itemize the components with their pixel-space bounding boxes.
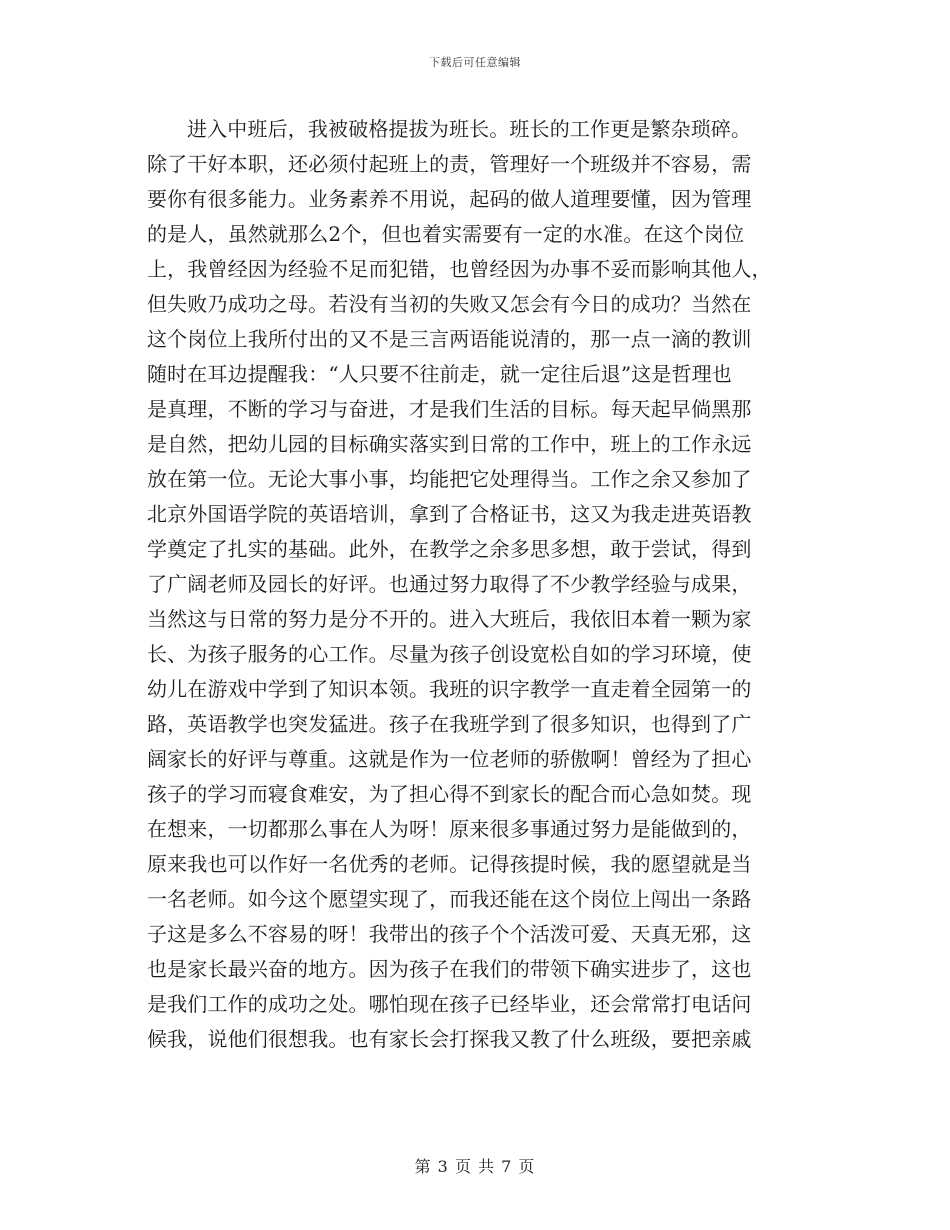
text-line: 除了干好本职，还必须付起班上的责，管理好一个班级并不容易，需 <box>147 152 752 176</box>
text-line: 长、为孩子服务的心工作。尽量为孩子创设宽松自如的学习环境，使 <box>147 642 752 666</box>
text-line: 北京外国语学院的英语培训，拿到了合格证书，这又为我走进英语教 <box>147 502 752 526</box>
text-line: 也是家长最兴奋的地方。因为孩子在我们的带领下确实进步了，这也 <box>147 957 752 981</box>
text-line: 候我，说他们很想我。也有家长会打探我又教了什么班级，要把亲戚 <box>147 1027 752 1051</box>
text-line: 一名老师。如今这个愿望实现了，而我还能在这个岗位上闯出一条路 <box>147 887 752 911</box>
text-line: 的是人，虽然就那么2个，但也着实需要有一定的水准。在这个岗位 <box>147 222 745 246</box>
text-line: 幼儿在游戏中学到了知识本领。我班的识字教学一直走着全园第一的 <box>147 677 752 701</box>
text-line: 随时在耳边提醒我：“人只要不往前走，就一定往后退”这是哲理也 <box>147 362 732 386</box>
text-line: 是自然，把幼儿园的目标确实落实到日常的工作中，班上的工作永远 <box>147 432 752 456</box>
text-line: 放在第一位。无论大事小事，均能把它处理得当。工作之余又参加了 <box>147 467 752 491</box>
text-line: 是真理，不断的学习与奋进，才是我们生活的目标。每天起早倘黑那 <box>147 397 752 421</box>
text-line: 进入中班后，我被破格提拔为班长。班长的工作更是繁杂琐碎。 <box>187 117 752 141</box>
text-line: 路，英语教学也突发猛进。孩子在我班学到了很多知识，也得到了广 <box>147 712 752 736</box>
text-line: 阔家长的好评与尊重。这就是作为一位老师的骄傲啊！曾经为了担心 <box>147 747 752 771</box>
text-line: 但失败乃成功之母。若没有当初的失败又怎会有今日的成功？当然在 <box>147 292 752 316</box>
text-line: 上，我曾经因为经验不足而犯错，也曾经因为办事不妥而影响其他人， <box>147 257 772 281</box>
text-line: 孩子的学习而寝食难安，为了担心得不到家长的配合而心急如焚。现 <box>147 782 752 806</box>
page-header: 下载后可任意编辑 <box>429 56 521 69</box>
text-line: 子这是多么不容易的呀！我带出的孩子个个活泼可爱、天真无邪，这 <box>147 922 752 946</box>
text-line: 这个岗位上我所付出的又不是三言两语能说清的，那一点一滴的教训 <box>147 327 752 351</box>
page-number: 第 3 页 共 7 页 <box>414 1157 536 1176</box>
text-line: 要你有很多能力。业务素养不用说，起码的做人道理要懂，因为管理 <box>147 187 752 211</box>
text-line: 在想来，一切都那么事在人为呀！原来很多事通过努力是能做到的， <box>147 817 752 841</box>
text-line: 了广阔老师及园长的好评。也通过努力取得了不少教学经验与成果， <box>147 572 752 596</box>
text-line: 是我们工作的成功之处。哪怕现在孩子已经毕业，还会常常打电话问 <box>147 992 752 1016</box>
text-line: 原来我也可以作好一名优秀的老师。记得孩提时候，我的愿望就是当 <box>147 852 752 876</box>
text-line: 当然这与日常的努力是分不开的。进入大班后，我依旧本着一颗为家 <box>147 607 752 631</box>
text-line: 学奠定了扎实的基础。此外，在教学之余多思多想，敢于尝试，得到 <box>147 537 752 561</box>
body-text <box>147 112 807 1057</box>
